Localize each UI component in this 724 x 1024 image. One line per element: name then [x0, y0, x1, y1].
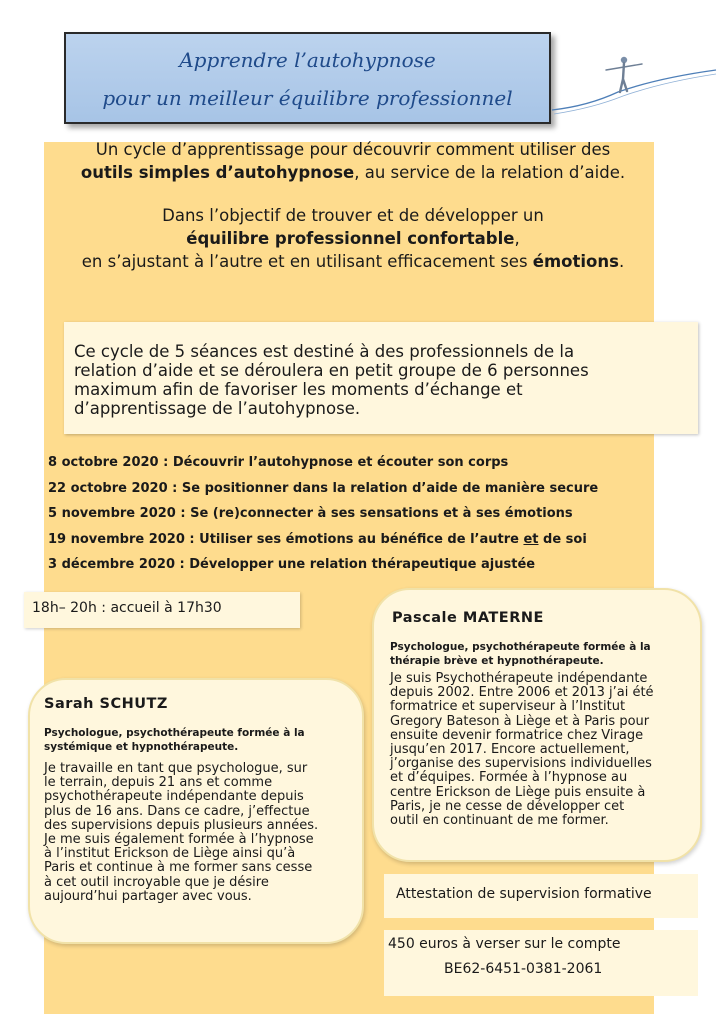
- tightrope-walker-icon: [548, 48, 718, 128]
- cycle-line-4: d’apprentissage de l’autohypnose.: [74, 399, 361, 418]
- pascale-bio-line: j’organise des supervisions individuelles: [390, 756, 652, 772]
- sarah-bio-line: Je travaille en tant que psychologue, sur: [44, 761, 308, 776]
- sarah-name: Sarah SCHUTZ: [44, 696, 168, 712]
- intro-line-2-rest: , au service de la relation d’aide.: [354, 163, 626, 182]
- attestation-box: [384, 874, 698, 918]
- pascale-bio-line: Je suis Psychothérapeute indépendante: [390, 671, 648, 686]
- session-text: 19 novembre 2020 : Utiliser ses émotions au bénéfice de l’autre: [48, 531, 524, 547]
- sarah-bio-line: le terrain, depuis 21 ans et comme: [44, 775, 273, 791]
- intro-line-2: [8, 161, 698, 184]
- sarah-profile-card: [28, 678, 364, 944]
- attestation-text: Attestation de supervision formative: [396, 886, 652, 902]
- session-item: [48, 532, 688, 558]
- sarah-bio-line: à cet outil incroyable que je désire: [44, 874, 269, 890]
- sarah-bio-line: Paris et continue à me former sans cesse: [44, 860, 313, 876]
- session-item: 8 octobre 2020 : Découvrir l’autohypnose et écouter son corps: [48, 455, 509, 470]
- session-item: 22 octobre 2020 : Se positionner dans la relation d’aide de manière secure: [48, 480, 599, 496]
- schedule-box: [24, 592, 300, 628]
- intro-emphasis-emotions: émotions: [532, 252, 619, 271]
- pascale-bio-line: Gregory Bateson à Liège et à Paris pour: [390, 713, 650, 729]
- intro-line-4-rest: ,: [514, 229, 520, 248]
- pascale-bio-line: outil en continuant de me former.: [390, 813, 609, 829]
- sarah-bio: [44, 762, 318, 904]
- pascale-title: [390, 640, 651, 668]
- session-text-end: de soi: [538, 531, 587, 547]
- intro-line-4: [8, 227, 698, 250]
- sarah-bio-line: des supervisions depuis plusieurs années.: [44, 817, 319, 833]
- intro-line-1: Un cycle d’apprentissage pour découvrir comment utiliser des: [95, 140, 611, 159]
- session-list: [48, 455, 688, 583]
- bank-account-number: BE62-6451-0381-2061: [444, 961, 603, 977]
- session-underlined-word: et: [523, 531, 539, 547]
- pascale-profile-card: [372, 588, 702, 862]
- sarah-bio-line: aujourd’hui partager avec vous.: [44, 888, 252, 904]
- title-banner: [64, 32, 551, 124]
- pascale-bio-line: depuis 2002. Entre 2006 et 2013 j’ai été: [390, 685, 654, 701]
- pascale-bio: [390, 672, 654, 828]
- title-line-1: Apprendre l’autohypnose: [179, 48, 436, 72]
- price-box: [384, 930, 698, 996]
- pascale-bio-line: et d’équipes. Formée à l’hypnose au: [390, 770, 628, 786]
- sarah-bio-line: Je me suis également formée à l’hypnose: [44, 832, 314, 848]
- pascale-title-line-1: Psychologue, psychothérapeute formée à la: [390, 641, 651, 653]
- session-item: 5 novembre 2020 : Se (re)connecter à ses sensations et à ses émotions: [48, 506, 573, 521]
- pascale-bio-line: ensuite devenir formatrice chez Virage: [390, 727, 644, 743]
- sarah-bio-line: plus de 16 ans. Dans ce cadre, j’effectue: [44, 803, 310, 819]
- session-item: 3 décembre 2020 : Développer une relation thérapeutique ajustée: [48, 557, 536, 572]
- pascale-bio-line: centre Erickson de Liège puis ensuite à: [390, 784, 646, 800]
- sarah-title-line-1: Psychologue, psychothérapeute formée à la: [44, 727, 305, 739]
- intro-line-5-end: .: [618, 252, 625, 271]
- intro-line-5-start: en s’ajustant à l’autre et en utilisant efficacement ses: [81, 252, 533, 271]
- title-line-2: pour un meilleur équilibre professionnel: [102, 86, 513, 110]
- sarah-bio-line: psychothérapeute indépendante depuis: [44, 789, 304, 805]
- cycle-line-2: relation d’aide et se déroulera en petit groupe de 6 personnes: [74, 361, 589, 380]
- sarah-title-line-2: systémique et hypnothérapeute.: [44, 741, 239, 753]
- sarah-title: [44, 726, 305, 754]
- schedule-text: 18h– 20h : accueil à 17h30: [32, 600, 222, 616]
- intro-line-5: [8, 250, 698, 273]
- intro-line-3: Dans l’objectif de trouver et de développer un: [162, 206, 544, 225]
- pascale-name: Pascale MATERNE: [392, 610, 544, 626]
- cycle-line-1: Ce cycle de 5 séances est destiné à des professionnels de la: [74, 342, 575, 361]
- pascale-bio-line: Paris, je ne cesse de développer cet: [390, 798, 625, 814]
- cycle-line-3: maximum afin de favoriser les moments d’échange et: [74, 380, 523, 399]
- pascale-bio-line: jusqu’en 2017. Encore actuellement,: [390, 742, 630, 758]
- cycle-description: [74, 342, 674, 418]
- pascale-bio-line: formatrice et superviseur à l’Institut: [390, 699, 626, 715]
- intro-emphasis-tools: outils simples d’autohypnose: [80, 163, 355, 182]
- price-text: 450 euros à verser sur le compte: [388, 936, 621, 952]
- sarah-bio-line: à l’institut Erickson de Liège ainsi qu’à: [44, 846, 296, 862]
- intro-emphasis-balance: équilibre professionnel confortable: [186, 229, 515, 248]
- intro-text: [8, 138, 698, 273]
- pascale-title-line-2: thérapie brève et hypnothérapeute.: [390, 655, 604, 667]
